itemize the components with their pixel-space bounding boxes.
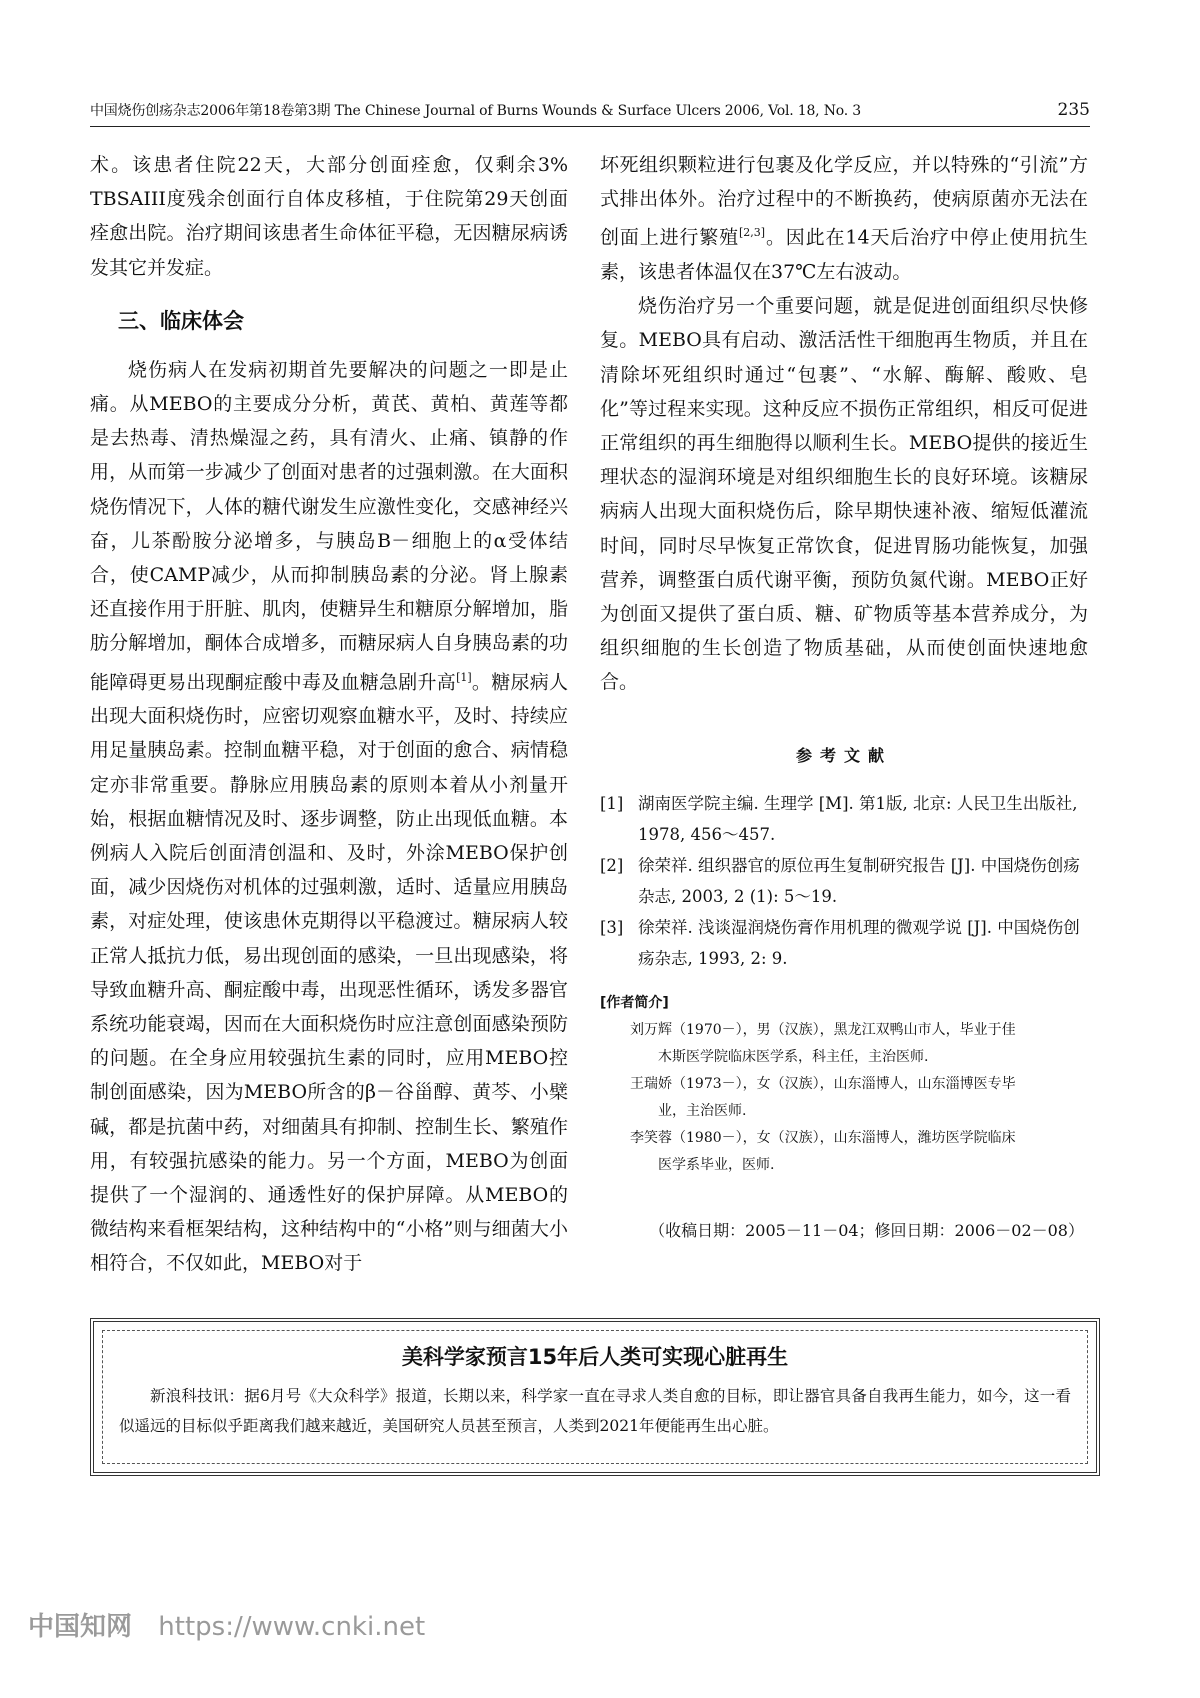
paragraph-tissue-repair: 烧伤治疗另一个重要问题，就是促进创面组织尽快修复。MEBO具有启动、激活活性干细胞再生物质，并且在清除坏死组织时通过“包裹”、“水解、酶解、酸败、皂化”等过程来实现。这种反应不损伤正常组织，相反可促进正常组织的再生细胞得以顺利生长。MEBO提供的接近生理状态的湿润环境是对组织细胞生长的良好环境。该糖尿病病人出现大面积烧伤后，除早期快速补液、缩短低灌流时间，同时尽早恢复正常饮食，促进胃肠功能恢复，加强营养，调整蛋白质代谢平衡，预防负氮代谢。MEBO正好为创面又提供了蛋白质、糖、矿物质等基本营养成分，为组织细胞的生长创造了物质基础，从而使创面快速地愈合。 [600, 295, 1088, 694]
reference-text: 徐荣祥. 组织器官的原位再生复制研究报告 [J]. 中国烧伤创疡杂志, 2003, 2 (1): 5～19. [638, 855, 1080, 906]
reference-number: [1] [600, 793, 624, 813]
paragraph-continued: 术。该患者住院22天，大部分创面痊愈，仅剩余3% TBSAIII度残余创面行自体皮移植，于住院第29天创面痊愈出院。治疗期间该患者生命体征平稳，无因糖尿病诱发其它并发症。 [90, 154, 568, 279]
paragraph-continued [600, 148, 1088, 289]
author-line: 业，主治医师. [658, 1102, 747, 1119]
paragraph-text: 。糖尿病人出现大面积烧伤时，应密切观察血糖水平，及时、持续应用足量胰岛素。控制血糖平稳，对于创面的愈合、病情稳定亦非常重要。静脉应用胰岛素的原则本着从小剂量开始，根据血糖情况及时、逐步调整，防止出现低血糖。本例病人入院后创面清创温和、及时，外涂MEBO保护创面，减少因烧伤对机体的过强刺激，适时、适量应用胰岛素，对症处理，使该患休克期得以平稳渡过。糖尿病人较正常人抵抗力低，易出现创面的感染，一旦出现感染，将导致血糖升高、酮症酸中毒，出现恶性循环，诱发多器官系统功能衰竭，因而在大面积烧伤时应注意创面感染预防的问题。在全身应用较强抗生素的同时，应用MEBO控制创面感染，因为MEBO所含的β－谷甾醇、黄芩、小檗碱，都是抗菌中药，对细菌具有抑制、控制生长、繁殖作用，有较强抗感染的能力。另一个方面，MEBO为创面提供了一个湿润的、通透性好的保护屏障。从MEBO的微结构来看框架结构，这种结构中的“小格”则与细菌大小相符合，不仅如此，MEBO对于 [90, 670, 568, 1275]
reference-item [600, 850, 1088, 912]
news-box-inner-border [102, 1330, 1088, 1464]
author-line: 李笑蓉（1980－），女（汉族），山东淄博人，潍坊医学院临床 [630, 1129, 1016, 1146]
right-column [600, 148, 1088, 1245]
author-entry [600, 1017, 1088, 1071]
left-column [90, 148, 568, 1281]
author-line: 王瑞娇（1973－），女（汉族），山东淄博人，山东淄博医专毕 [630, 1075, 1016, 1092]
references-heading: 参考文献 [795, 745, 892, 765]
running-header [90, 96, 1090, 127]
reference-item [600, 912, 1088, 974]
citation: [1] [456, 670, 472, 684]
references-list [600, 788, 1088, 974]
author-line: 刘万辉（1970－），男（汉族），黑龙江双鸭山市人，毕业于佳 [630, 1021, 1016, 1038]
reference-number: [3] [600, 917, 624, 937]
author-entry [600, 1071, 1088, 1125]
section-heading: 三、临床体会 [118, 308, 244, 333]
paragraph-text: 。因此在14天后治疗中停止使用抗生素，该患者体温仅在37℃左右波动。 [600, 226, 1088, 283]
cnki-url[interactable]: https://www.cnki.net [158, 1612, 426, 1642]
citation: [2,3] [739, 226, 766, 240]
cnki-watermark [28, 1606, 425, 1643]
news-box [90, 1318, 1100, 1476]
author-line: 医学系毕业，医师. [658, 1156, 775, 1173]
reference-text: 湖南医学院主编. 生理学 [M]. 第1版, 北京: 人民卫生出版社, 1978, 456～457. [638, 793, 1078, 844]
news-body: 新浪科技讯：据6月号《大众科学》报道，长期以来，科学家一直在寻求人类自愈的目标，即让器官具备自我再生能力，如今，这一看似遥远的目标似乎距离我们越来越近，美国研究人员甚至预言，人类到2021年便能再生出心脏。 [119, 1387, 1071, 1435]
running-title: 中国烧伤创疡杂志2006年第18卷第3期 The Chinese Journal of Burns Wounds & Surface Ulcers 2006, Vol. 18, No. 3 [90, 103, 861, 119]
paragraph-text: 坏死组织颗粒进行包裹及化学反应，并以特殊的“引流”方式排出体外。治疗过程中的不断换药，使病原菌亦无法在创面上进行繁殖 [600, 154, 1088, 249]
reference-number: [2] [600, 855, 624, 875]
author-info [600, 990, 1088, 1179]
author-entry [600, 1125, 1088, 1179]
news-title: 美科学家预言15年后人类可实现心脏再生 [401, 1345, 789, 1369]
reference-item [600, 788, 1088, 850]
page-number: 235 [1057, 100, 1090, 120]
author-line: 木斯医学院临床医学系，科主任，主治医师. [658, 1048, 929, 1065]
author-info-heading: [作者简介] [600, 994, 669, 1011]
cnki-logo: 中国知网 [28, 1612, 133, 1642]
paragraph-clinical-experience [90, 353, 568, 1281]
received-dates: （收稿日期：2005－11－04；修回日期：2006－02－08） [649, 1220, 1084, 1240]
paragraph-text: 烧伤病人在发病初期首先要解决的问题之一即是止痛。从MEBO的主要成分分析，黄芪、黄柏、黄莲等都是去热毒、清热燥湿之药，具有清火、止痛、镇静的作用，从而第一步减少了创面对患者的过强刺激。在大面积烧伤情况下，人体的糖代谢发生应激性变化，交感神经兴奋，儿茶酚胺分泌增多，与胰岛B－细胞上的α受体结合，使CAMP减少，从而抑制胰岛素的分泌。肾上腺素还直接作用于肝脏、肌肉，使糖异生和糖原分解增加，脂肪分解增加，酮体合成增多，而糖尿病人自身胰岛素的功能障碍更易出现酮症酸中毒及血糖急剧升高 [90, 358, 568, 693]
reference-text: 徐荣祥. 浅谈湿润烧伤膏作用机理的微观学说 [J]. 中国烧伤创疡杂志, 1993, 2: 9. [638, 917, 1080, 968]
